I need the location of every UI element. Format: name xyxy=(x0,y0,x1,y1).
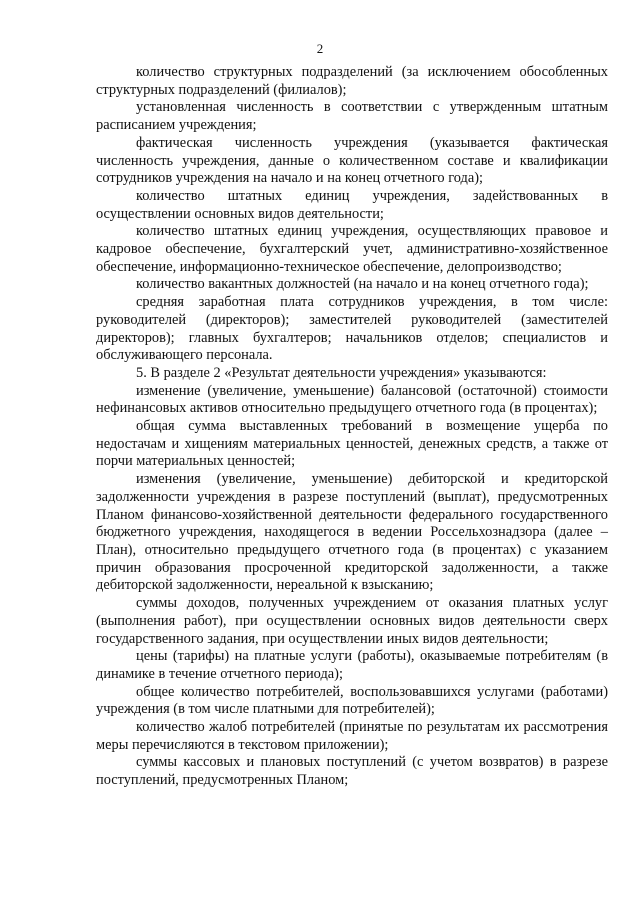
page-number: 2 xyxy=(316,41,324,56)
paragraph-damage-claims: общая сумма выставленных требований в возмещение ущерба по недостачам и хищениям материальных ценностей, денежных средств, а также от порчи материальных ценностей; xyxy=(96,418,608,470)
paragraph-cash-receipts: суммы кассовых и плановых поступлений (с учетом возвратов) в разрезе поступлений, предусмотренных Планом; xyxy=(96,754,608,789)
paragraph-core-staff-units: количество штатных единиц учреждения, задействованных в осуществлении основных видов деятельности; xyxy=(96,187,608,222)
paragraph-average-salary: средняя заработная плата сотрудников учреждения, в том числе: руководителей (директоров); заместителей руководителей (заместителей директоров); главных бухгалтеров; начальников отделов; специалистов и обслуживающего персонала. xyxy=(96,294,608,364)
paragraph-vacancies: количество вакантных должностей (на начало и на конец отчетного года); xyxy=(136,276,589,293)
paragraph-consumer-count: общее количество потребителей, воспользовавшихся услугами (работами) учреждения (в том числе платными для потребителей); xyxy=(96,683,608,718)
paragraph-structural-units: количество структурных подразделений (за исключением обособленных структурных подразделений (филиалов); xyxy=(96,64,608,98)
paragraph-actual-staff: фактическая численность учреждения (указывается фактическая численность учреждения, данные о количественном составе и квалификации сотрудников учреждения на начало и на конец отчетного года); xyxy=(96,134,608,187)
paragraph-asset-value-change: изменение (увеличение, уменьшение) балансовой (остаточной) стоимости нефинансовых активов относительно предыдущего отчетного года (в процентах); xyxy=(96,382,608,417)
paragraph-section-2-heading: 5. В разделе 2 «Результат деятельности учреждения» указываются: xyxy=(136,364,547,381)
paragraph-service-prices: цены (тарифы) на платные услуги (работы), оказываемые потребителям (в динамике в течение отчетного периода); xyxy=(96,648,608,682)
paragraph-support-staff-units: количество штатных единиц учреждения, осуществляющих правовое и кадровое обеспечение, бухгалтерский учет, административно-хозяйственное обеспечение, информационно-техническое обеспечение, делопроизводство; xyxy=(96,223,608,275)
paragraph-receivables-payables: изменения (увеличение, уменьшение) дебиторской и кредиторской задолженности учреждения в разрезе поступлений (выплат), предусмотренных Планом финансово-хозяйственной деятельности федерального государственного бюджетного учреждения, находящегося в ведении Россельхознадзора (далее – План), относительно предыдущего отчетного года (в процентах) с указанием причин образования просроченной кредиторской задолженности, а также дебиторской задолженности, нереальной к взысканию; xyxy=(96,471,608,594)
paragraph-established-staff: установленная численность в соответствии с утвержденным штатным расписанием учреждения; xyxy=(96,99,608,134)
paragraph-paid-services-income: суммы доходов, полученных учреждением от оказания платных услуг (выполнения работ), при осуществлении основных видов деятельности сверх государственного задания, при осуществлении иных видов деятельности; xyxy=(96,595,608,647)
document-body xyxy=(96,64,608,790)
paragraph-complaints: количество жалоб потребителей (принятые по результатам их рассмотрения меры перечисляются в текстовом приложении); xyxy=(96,719,608,753)
